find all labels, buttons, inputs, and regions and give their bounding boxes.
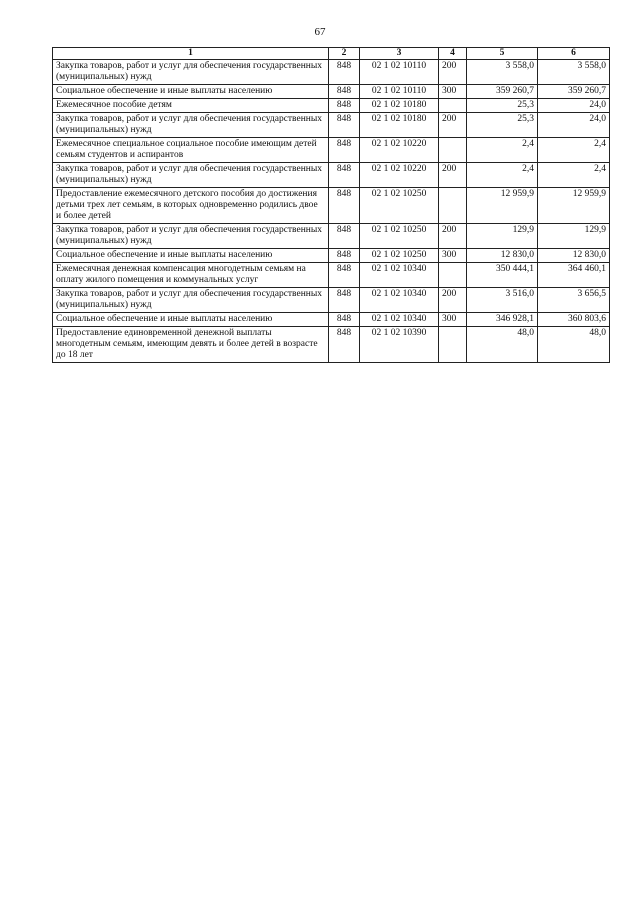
column-header: 6 xyxy=(538,48,610,60)
cell-sum-1: 359 260,7 xyxy=(467,85,538,99)
table-row xyxy=(53,288,610,313)
table-row xyxy=(53,99,610,113)
cell-sum-2: 3 656,5 xyxy=(538,288,610,313)
table-row xyxy=(53,138,610,163)
table-row xyxy=(53,60,610,85)
table-row xyxy=(53,313,610,327)
cell-csr: 02 1 02 10220 xyxy=(360,138,439,163)
cell-csr: 02 1 02 10250 xyxy=(360,249,439,263)
cell-csr: 02 1 02 10340 xyxy=(360,313,439,327)
cell-vr: 300 xyxy=(439,249,467,263)
column-header: 3 xyxy=(360,48,439,60)
page-number: 67 xyxy=(314,26,326,38)
cell-vr xyxy=(439,263,467,288)
table-header-row xyxy=(53,48,610,60)
cell-sum-1: 25,3 xyxy=(467,113,538,138)
cell-ved: 848 xyxy=(329,99,360,113)
cell-sum-1: 25,3 xyxy=(467,99,538,113)
column-header: 1 xyxy=(53,48,329,60)
cell-sum-2: 2,4 xyxy=(538,163,610,188)
table-body xyxy=(53,60,610,363)
cell-vr xyxy=(439,188,467,224)
cell-sum-1: 3 558,0 xyxy=(467,60,538,85)
cell-sum-1: 12 959,9 xyxy=(467,188,538,224)
cell-sum-2: 360 803,6 xyxy=(538,313,610,327)
cell-vr xyxy=(439,99,467,113)
cell-sum-2: 24,0 xyxy=(538,113,610,138)
cell-csr: 02 1 02 10390 xyxy=(360,327,439,363)
cell-ved: 848 xyxy=(329,224,360,249)
cell-vr: 200 xyxy=(439,60,467,85)
cell-name: Предоставление ежемесячного детского пособия до достижения детьми трех лет семьям, в которых одновременно родились двое и более детей xyxy=(53,188,329,224)
cell-name: Закупка товаров, работ и услуг для обеспечения государственных (муниципальных) нужд xyxy=(53,113,329,138)
cell-vr xyxy=(439,138,467,163)
cell-ved: 848 xyxy=(329,327,360,363)
cell-name: Социальное обеспечение и иные выплаты населению xyxy=(53,85,329,99)
cell-csr: 02 1 02 10110 xyxy=(360,60,439,85)
table-row xyxy=(53,327,610,363)
cell-sum-2: 12 830,0 xyxy=(538,249,610,263)
cell-ved: 848 xyxy=(329,263,360,288)
cell-sum-2: 24,0 xyxy=(538,99,610,113)
cell-ved: 848 xyxy=(329,313,360,327)
cell-name: Закупка товаров, работ и услуг для обеспечения государственных (муниципальных) нужд xyxy=(53,224,329,249)
cell-vr: 200 xyxy=(439,163,467,188)
table-row xyxy=(53,188,610,224)
table-row xyxy=(53,113,610,138)
cell-name: Предоставление единовременной денежной выплаты многодетным семьям, имеющим девять и более детей в возрасте до 18 лет xyxy=(53,327,329,363)
cell-sum-1: 350 444,1 xyxy=(467,263,538,288)
cell-csr: 02 1 02 10340 xyxy=(360,263,439,288)
cell-vr: 300 xyxy=(439,313,467,327)
cell-sum-2: 129,9 xyxy=(538,224,610,249)
cell-csr: 02 1 02 10340 xyxy=(360,288,439,313)
cell-ved: 848 xyxy=(329,113,360,138)
cell-sum-1: 129,9 xyxy=(467,224,538,249)
cell-sum-1: 2,4 xyxy=(467,138,538,163)
cell-name: Ежемесячное специальное социальное пособие имеющим детей семьям студентов и аспирантов xyxy=(53,138,329,163)
cell-sum-1: 12 830,0 xyxy=(467,249,538,263)
cell-sum-1: 48,0 xyxy=(467,327,538,363)
cell-vr xyxy=(439,327,467,363)
table-row xyxy=(53,85,610,99)
table-row xyxy=(53,249,610,263)
cell-csr: 02 1 02 10180 xyxy=(360,99,439,113)
cell-ved: 848 xyxy=(329,288,360,313)
cell-name: Социальное обеспечение и иные выплаты населению xyxy=(53,249,329,263)
cell-sum-2: 364 460,1 xyxy=(538,263,610,288)
cell-ved: 848 xyxy=(329,163,360,188)
column-header: 2 xyxy=(329,48,360,60)
cell-ved: 848 xyxy=(329,188,360,224)
cell-name: Социальное обеспечение и иные выплаты населению xyxy=(53,313,329,327)
table-row xyxy=(53,263,610,288)
cell-vr: 200 xyxy=(439,113,467,138)
table-row xyxy=(53,224,610,249)
budget-table xyxy=(52,47,610,363)
column-header: 4 xyxy=(439,48,467,60)
cell-csr: 02 1 02 10250 xyxy=(360,188,439,224)
cell-ved: 848 xyxy=(329,85,360,99)
cell-sum-2: 359 260,7 xyxy=(538,85,610,99)
cell-sum-2: 3 558,0 xyxy=(538,60,610,85)
cell-name: Ежемесячное пособие детям xyxy=(53,99,329,113)
cell-sum-1: 2,4 xyxy=(467,163,538,188)
cell-sum-2: 48,0 xyxy=(538,327,610,363)
cell-ved: 848 xyxy=(329,138,360,163)
cell-csr: 02 1 02 10250 xyxy=(360,224,439,249)
cell-ved: 848 xyxy=(329,249,360,263)
cell-sum-1: 3 516,0 xyxy=(467,288,538,313)
cell-name: Ежемесячная денежная компенсация многодетным семьям на оплату жилого помещения и коммунальных услуг xyxy=(53,263,329,288)
cell-vr: 200 xyxy=(439,288,467,313)
cell-vr: 300 xyxy=(439,85,467,99)
cell-name: Закупка товаров, работ и услуг для обеспечения государственных (муниципальных) нужд xyxy=(53,60,329,85)
cell-ved: 848 xyxy=(329,60,360,85)
cell-sum-2: 2,4 xyxy=(538,138,610,163)
table-row xyxy=(53,163,610,188)
cell-name: Закупка товаров, работ и услуг для обеспечения государственных (муниципальных) нужд xyxy=(53,288,329,313)
cell-vr: 200 xyxy=(439,224,467,249)
column-header: 5 xyxy=(467,48,538,60)
cell-name: Закупка товаров, работ и услуг для обеспечения государственных (муниципальных) нужд xyxy=(53,163,329,188)
cell-csr: 02 1 02 10180 xyxy=(360,113,439,138)
cell-csr: 02 1 02 10110 xyxy=(360,85,439,99)
cell-csr: 02 1 02 10220 xyxy=(360,163,439,188)
cell-sum-2: 12 959,9 xyxy=(538,188,610,224)
cell-sum-1: 346 928,1 xyxy=(467,313,538,327)
